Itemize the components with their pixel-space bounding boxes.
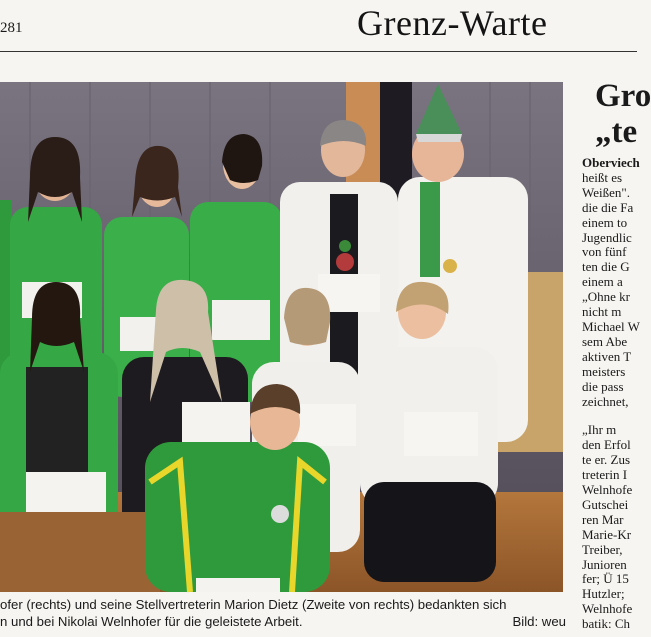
article-line: sem Abe [582,333,628,349]
page-header [0,0,637,52]
headline-line-2: „te [595,114,638,150]
article-line: Michael W [582,318,640,334]
group-photo [0,82,563,592]
page-number: 281 [0,20,23,36]
article-line: Marie-Kr [582,526,632,542]
caption-line-2-row [0,613,566,630]
header-rule [0,51,637,52]
article-line: Hutzler; [582,586,625,602]
article-line: treterin I [582,467,628,483]
photo-credit: Bild: weu [512,614,566,629]
article-line: einem to [582,214,628,230]
article-line: „Ihr m [582,422,617,438]
newspaper-masthead: Grenz-Warte [357,3,548,43]
paragraph-gap [582,409,637,423]
caption-line-1: ofer (rechts) und seine Stellvertreterin Marion Dietz (Zweite von rechts) bedankten sich [0,597,507,612]
article-headline [595,78,651,150]
article-line: die pass [582,378,624,394]
article-line: Treiber, [582,541,623,557]
article-line: Weißen". [582,184,630,200]
article-line: Oberviech [582,155,640,170]
article-line: ren Mar [582,511,624,527]
article-line: Welnhofe [582,482,633,498]
article-line: Junioren [582,556,627,572]
article-line: den Erfol [582,437,631,453]
photo-caption [0,596,566,630]
article-line: Jugendlic [582,229,632,245]
article-line: batik: Ch [582,616,631,632]
headline-line-1: Gro [595,78,651,114]
caption-line-2: n und bei Nikolai Welnhofer für die geleistete Arbeit. [0,614,303,629]
article-line: zeichnet, [582,393,629,409]
article-line: Welnhofe [582,601,633,617]
article-line: die die Fa [582,199,634,215]
article-line: Gutschei [582,496,629,512]
article-line: nicht m [582,304,622,320]
article-line: meisters [582,363,626,379]
article-line: „Ohne kr [582,289,631,305]
article-line: ten die G [582,259,630,275]
group-photo-illustration [0,82,563,592]
article-line: te er. Zus [582,452,631,468]
article-line: fer; Ü 15 [582,571,629,587]
article-line: von fünf [582,244,627,260]
article-line: aktiven T [582,348,632,364]
article-line: einem a [582,274,623,290]
article-body [582,155,640,632]
article-line: heißt es [582,169,623,185]
